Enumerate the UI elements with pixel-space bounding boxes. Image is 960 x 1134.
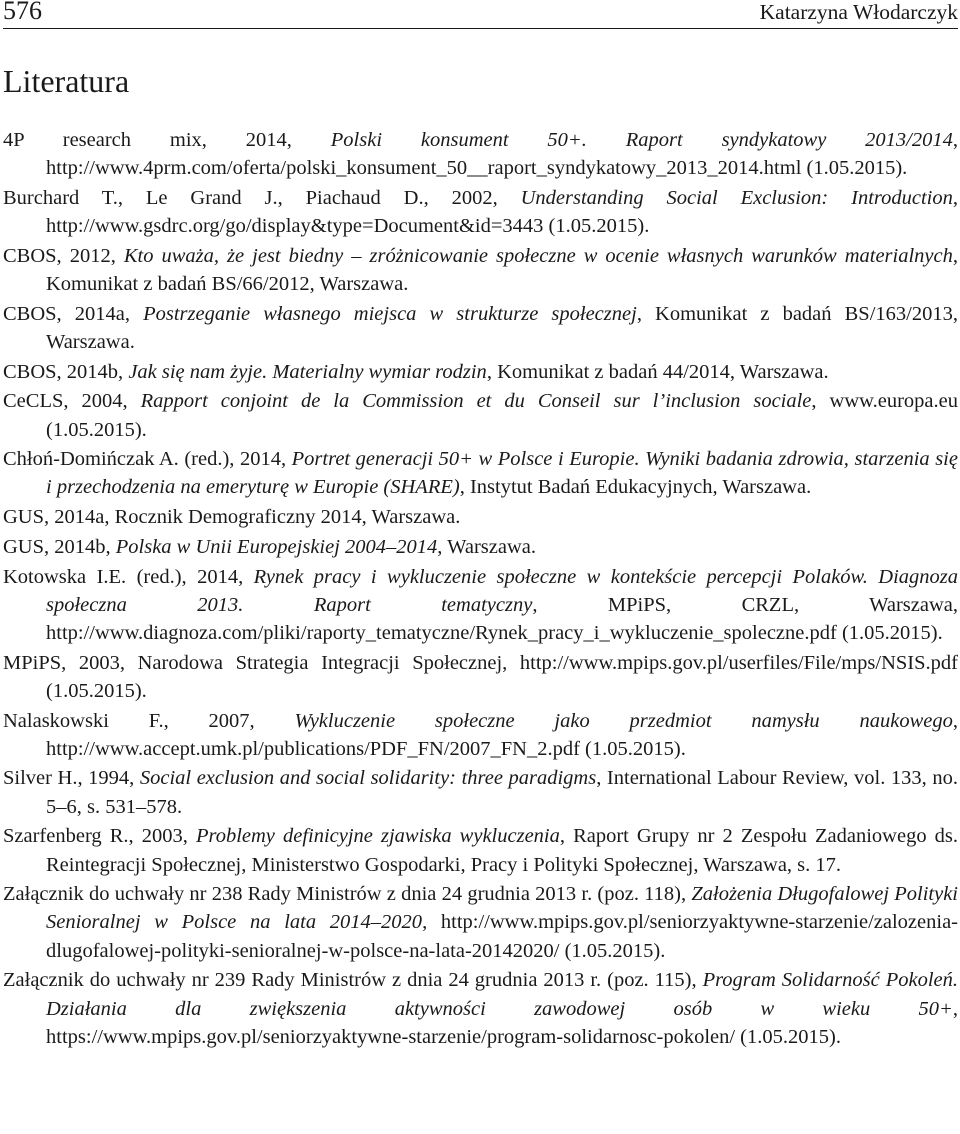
reference-text: Załącznik do uchwały nr 239 Rady Ministrów z dnia 24 grudnia 2013 r. (poz. 115),	[3, 969, 703, 992]
reference-text: , Instytut Badań Edukacyjnych, Warszawa.	[459, 476, 812, 499]
section-title: Literatura	[3, 63, 130, 99]
reference-text: , https://www.mpips.gov.pl/seniorzyaktywne-starzenie/program-solidarnosc-pokolen/ (1.05.2015).	[46, 997, 958, 1048]
reference-list	[3, 126, 958, 1051]
reference-entry	[3, 242, 958, 298]
reference-text: GUS, 2014b,	[3, 535, 116, 558]
reference-text: , http://www.gsdrc.org/go/display&type=Document&id=3443 (1.05.2015).	[46, 186, 958, 238]
reference-text: , www.europa.eu (1.05.2015).	[46, 390, 958, 441]
page-number: 576	[3, 0, 42, 25]
reference-entry	[3, 707, 958, 763]
reference-title: Rapport conjoint de la Commission et du Conseil sur l’inclusion sociale	[140, 390, 812, 413]
reference-text: 4P research mix, 2014,	[3, 129, 331, 151]
reference-text: CBOS, 2014a,	[3, 302, 144, 325]
reference-title: Portret generacji 50+ w Polsce i Europie. Wyniki badania zdrowia, starzenia się i przechodzenia na emeryturę w Europie (SHARE)	[46, 448, 958, 499]
reference-title: Postrzeganie własnego miejsca w strukturze społecznej	[143, 302, 637, 325]
reference-text: , Komunikat z badań BS/66/2012, Warszawa.	[46, 244, 958, 296]
reference-text: , http://www.mpips.gov.pl/seniorzyaktywne-starzenie/zalozenia-dlugofalowej-polityki-senioralnej-w-polsce-na-lata-20142020/ (1.05.2015).	[46, 911, 958, 962]
reference-title: Program Solidarność Pokoleń. Działania dla zwiększenia aktywności zawodowej osób w wieku 50+	[46, 969, 958, 1020]
reference-text: CeCLS, 2004,	[3, 390, 141, 413]
reference-entry	[3, 966, 958, 1051]
reference-text: Załącznik do uchwały nr 238 Rady Ministrów z dnia 24 grudnia 2013 r. (poz. 118),	[3, 883, 692, 906]
reference-entry	[3, 126, 958, 182]
reference-text: CBOS, 2012,	[3, 244, 124, 267]
reference-title: Rynek pracy i wykluczenie społeczne w kontekście percepcji Polaków. Diagnoza społeczna 2013. Raport tematyczny	[46, 565, 958, 616]
reference-text: , Warszawa.	[437, 535, 536, 558]
reference-text: , Raport Grupy nr 2 Zespołu Zadaniowego ds. Reintegracji Społecznej, Ministerstwo Gospodarki, Pracy i Polityki Społecznej, Warszawa, s. 17.	[46, 825, 958, 876]
reference-text: Nalaskowski F., 2007,	[3, 709, 295, 732]
header-rule	[3, 28, 958, 29]
reference-title: Understanding Social Exclusion: Introduction	[520, 186, 953, 209]
reference-text: , Komunikat z badań BS/163/2013, Warszawa.	[46, 302, 958, 353]
reference-entry	[3, 822, 958, 878]
reference-text: , http://www.4prm.com/oferta/polski_konsument_50__raport_syndykatowy_2013_2014.html (1.05.2015).	[46, 129, 958, 180]
reference-entry	[3, 358, 958, 386]
reference-entry	[3, 445, 958, 501]
reference-text: MPiPS, 2003, Narodowa Strategia Integracji Społecznej, http://www.mpips.gov.pl/userfiles/File/mps/NSIS.pdf (1.05.2015).	[3, 651, 958, 702]
reference-text: CBOS, 2014b,	[3, 360, 129, 383]
reference-title: Założenia Długofalowej Polityki Senioralnej w Polsce na lata 2014–2020	[46, 883, 959, 934]
reference-text: GUS, 2014a, Rocznik Demograficzny 2014, Warszawa.	[3, 506, 461, 529]
reference-title: Social exclusion and social solidarity: three paradigms	[139, 767, 597, 790]
reference-entry	[3, 184, 958, 240]
reference-entry	[3, 300, 958, 356]
reference-title: Polska w Unii Europejskiej 2004–2014	[115, 535, 438, 558]
reference-entry	[3, 563, 958, 648]
reference-title: Jak się nam żyje. Materialny wymiar rodzin	[128, 360, 487, 383]
reference-title: Polski konsument 50+. Raport syndykatowy 2013/2014	[330, 129, 953, 151]
reference-text: Burchard T., Le Grand J., Piachaud D., 2002,	[3, 186, 521, 209]
reference-entry	[3, 503, 958, 531]
reference-text: , Komunikat z badań 44/2014, Warszawa.	[486, 360, 829, 383]
reference-text: Szarfenberg R., 2003,	[3, 825, 196, 848]
reference-text: Chłoń-Domińczak A. (red.), 2014,	[3, 448, 292, 471]
reference-text: Silver H., 1994,	[3, 767, 140, 790]
running-head	[3, 0, 958, 26]
reference-text: , International Labour Review, vol. 133, no. 5–6, s. 531–578.	[46, 767, 958, 818]
reference-entry	[3, 764, 958, 820]
reference-entry	[3, 387, 958, 443]
reference-title: Kto uważa, że jest biedny – zróżnicowanie społeczne w ocenie własnych warunków materialnych	[123, 244, 953, 267]
reference-title: Wykluczenie społeczne jako przedmiot namysłu naukowego	[294, 709, 953, 732]
reference-entry	[3, 533, 958, 561]
reference-text: , MPiPS, CRZL, Warszawa, http://www.diagnoza.com/pliki/raporty_tematyczne/Rynek_pracy_i_wykluczenie_spoleczne.pdf (1.05.2015).	[46, 593, 958, 644]
running-head-author: Katarzyna Włodarczyk	[759, 0, 958, 24]
reference-entry	[3, 880, 958, 965]
reference-title: Problemy definicyjne zjawiska wykluczenia	[195, 825, 560, 848]
reference-text: Kotowska I.E. (red.), 2014,	[3, 565, 254, 588]
reference-entry	[3, 649, 958, 705]
reference-text: , http://www.accept.umk.pl/publications/PDF_FN/2007_FN_2.pdf (1.05.2015).	[46, 709, 958, 760]
